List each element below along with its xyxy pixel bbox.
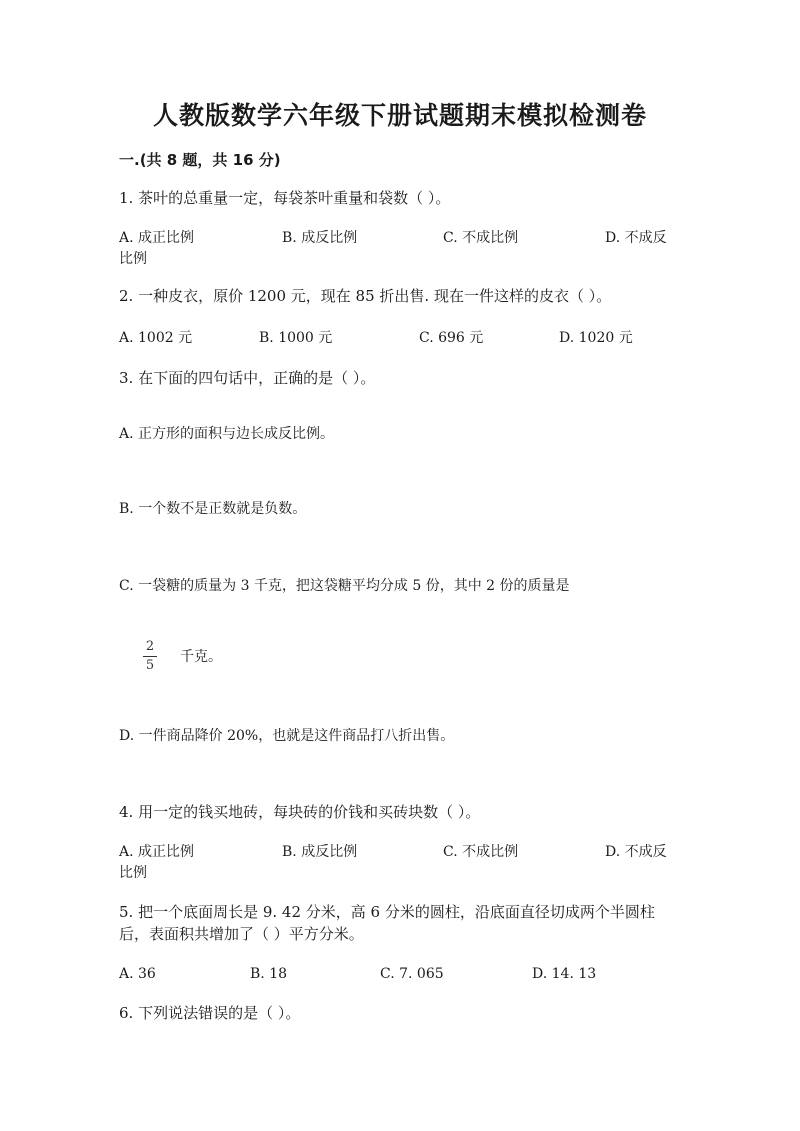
question-1-stem: 1. 茶叶的总重量一定，每袋茶叶重量和袋数（ ）。 — [119, 189, 451, 207]
page-title: 人教版数学六年级下册试题期末模拟检测卷 — [152, 101, 647, 130]
question-4-option-d: D. 不成反 — [605, 844, 667, 860]
question-4-option-b: B. 成反比例 — [282, 844, 358, 860]
question-3-option-c: C. 一袋糖的质量为 3 千克，把这袋糖平均分成 5 份，其中 2 份的质量是 — [119, 578, 570, 594]
question-1-option-b: B. 成反比例 — [282, 230, 358, 246]
question-3-stem: 3. 在下面的四句话中，正确的是（ ）。 — [119, 369, 376, 387]
question-2-option-d: D. 1020 元 — [559, 330, 633, 346]
question-4-option-c: C. 不成比例 — [443, 844, 519, 860]
question-4-stem: 4. 用一定的钱买地砖，每块砖的价钱和买砖块数（ ）。 — [119, 803, 481, 821]
fraction-numerator: 2 — [145, 639, 155, 654]
question-4-option-a: A. 成正比例 — [119, 844, 195, 860]
question-2-option-c: C. 696 元 — [419, 330, 484, 346]
question-4-option-d-continuation: 比例 — [119, 865, 147, 881]
question-1-option-c: C. 不成比例 — [443, 230, 519, 246]
question-3-option-c-unit: 千克。 — [180, 649, 222, 665]
fraction-bar — [143, 656, 157, 657]
question-3-option-d: D. 一件商品降价 20%，也就是这件商品打八折出售。 — [119, 728, 455, 744]
question-5-stem-line-1: 5. 把一个底面周长是 9. 42 分米，高 6 分米的圆柱，沿底面直径切成两个半圆柱 — [119, 903, 655, 921]
question-3-option-a: A. 正方形的面积与边长成反比例。 — [119, 426, 335, 442]
question-1-option-d: D. 不成反 — [605, 230, 667, 246]
question-1-option-a: A. 成正比例 — [119, 230, 195, 246]
question-3-option-b: B. 一个数不是正数就是负数。 — [119, 501, 307, 517]
fraction-denominator: 5 — [145, 658, 155, 673]
question-5-option-a: A. 36 — [119, 966, 156, 982]
question-2-option-b: B. 1000 元 — [259, 330, 333, 346]
question-2-stem: 2. 一种皮衣，原价 1200 元，现在 85 折出售. 现在一件这样的皮衣（ ）。 — [119, 287, 612, 305]
question-5-stem-line-2: 后，表面积共增加了（ ）平方分米。 — [119, 925, 364, 943]
question-1-option-d-continuation: 比例 — [119, 251, 147, 267]
question-6-stem: 6. 下列说法错误的是（ ）。 — [119, 1004, 301, 1022]
question-5-option-b: B. 18 — [250, 966, 288, 982]
question-5-option-c: C. 7. 065 — [380, 966, 444, 982]
question-5-option-d: D. 14. 13 — [532, 966, 597, 982]
question-2-option-a: A. 1002 元 — [119, 330, 193, 346]
fraction-two-fifths — [143, 640, 157, 673]
section-heading: 一.(共 8 题，共 16 分) — [119, 151, 281, 169]
